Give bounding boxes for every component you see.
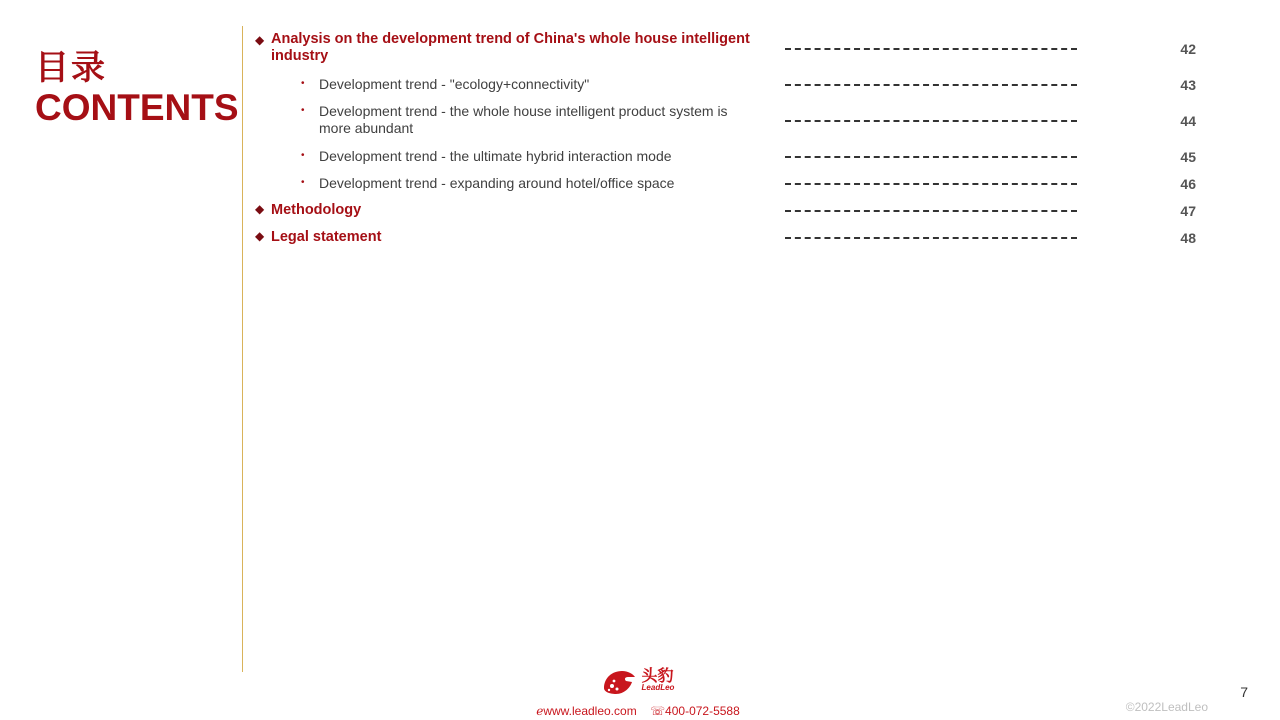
toc-entry-title: Development trend - "ecology+connectivity": [319, 76, 590, 92]
contents-heading: [35, 48, 239, 128]
toc-entry-title: Analysis on the development trend of China's whole house intelligent industry: [271, 31, 750, 64]
toc-page-number: 45: [1180, 149, 1196, 165]
diamond-bullet-icon: ◆: [255, 202, 265, 216]
toc-entry-title: Development trend - expanding around hotel/office space: [319, 175, 675, 191]
dotted-leader: [785, 48, 1077, 50]
dotted-leader: [785, 210, 1077, 212]
toc-entry-title: Methodology: [271, 202, 362, 218]
contact-line: [528, 704, 748, 718]
phone-icon: ☏: [650, 704, 666, 718]
dot-bullet-icon: •: [301, 177, 305, 188]
dot-bullet-icon: •: [301, 105, 305, 116]
toc-page-number: 46: [1180, 176, 1196, 192]
logo-cn-text: 头豹: [641, 666, 674, 685]
dotted-leader: [785, 183, 1077, 185]
dotted-leader: [785, 120, 1077, 122]
toc-entry-title: Legal statement: [271, 229, 382, 245]
toc-page-number: 43: [1180, 77, 1196, 93]
toc-page-number: 48: [1180, 230, 1196, 246]
heading-cn: 目录: [35, 48, 107, 88]
phone-number: 400-072-5588: [665, 704, 740, 718]
diamond-bullet-icon: ◆: [255, 33, 265, 47]
copyright-text: ©2022LeadLeo: [1125, 700, 1208, 714]
divider-line: [242, 26, 243, 672]
dot-bullet-icon: •: [301, 150, 305, 161]
toc-page-number: 42: [1180, 41, 1196, 57]
logo-en-text: LeadLeo: [641, 683, 675, 692]
toc-page-number: 44: [1180, 113, 1196, 129]
leadleo-logo: [602, 668, 675, 696]
globe-icon: ℯ: [536, 704, 544, 718]
heading-en: CONTENTS: [35, 87, 239, 128]
footer: [528, 668, 748, 718]
website-link[interactable]: www.leadleo.com: [543, 704, 637, 718]
dotted-leader: [785, 156, 1077, 158]
toc-entry-title: Development trend - the whole house intelligent product system is more abundant: [319, 103, 728, 136]
toc-entry-title: Development trend - the ultimate hybrid interaction mode: [319, 148, 672, 164]
dot-bullet-icon: •: [301, 78, 305, 89]
slide-number: 7: [1240, 684, 1248, 700]
leopard-head-icon: [602, 668, 636, 696]
diamond-bullet-icon: ◆: [255, 229, 265, 243]
dotted-leader: [785, 84, 1077, 86]
dotted-leader: [785, 237, 1077, 239]
toc-page-number: 47: [1180, 203, 1196, 219]
